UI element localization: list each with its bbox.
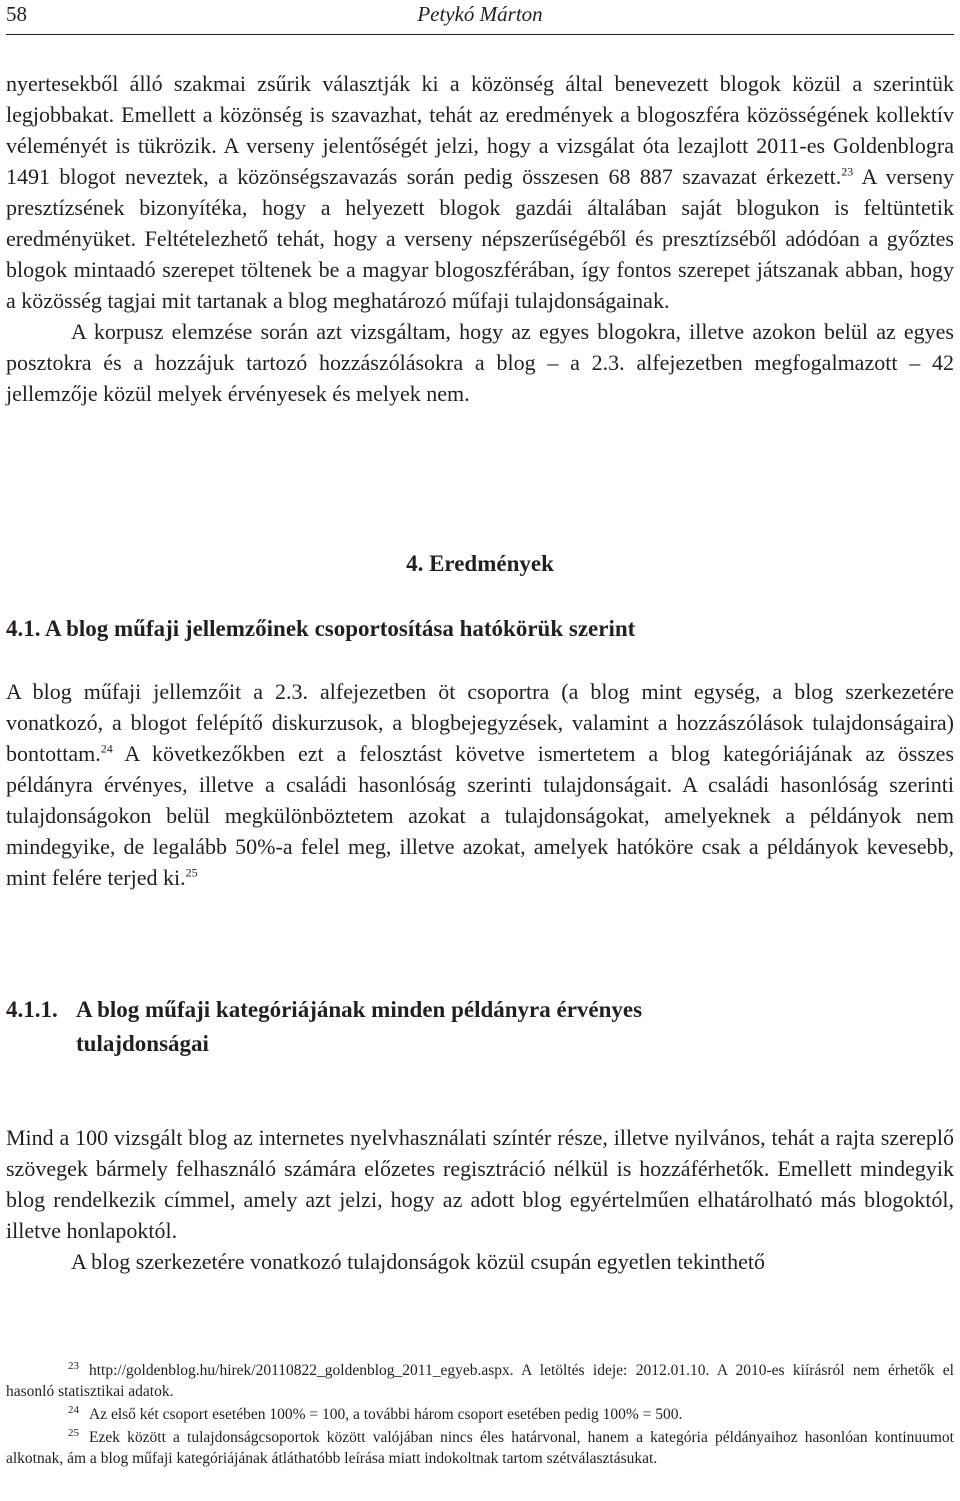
footnote-mark: 25 [68,1426,79,1439]
footnote-mark: 24 [68,1403,79,1416]
footnote-text: http://goldenblog.hu/hirek/20110822_goldenblog_2011_egyeb.aspx. A letöltés ideje: 2012.01.10. A 2010-es kiírásról nem érhetők el hasonló statisztikai adatok. [6,1362,954,1400]
subsection-heading-4-1: 4.1. A blog műfaji jellemzőinek csoportosítása hatókörük szerint [6,616,636,641]
footnote-ref-25[interactable]: 25 [185,865,198,880]
footnote-23 [6,1360,954,1402]
heading-number: 4.1.1. [6,997,58,1022]
body-text-middle [6,676,954,893]
footnote-ref-23[interactable]: 23 [841,164,854,179]
paragraph-structure: A blog szerkezetére vonatkozó tulajdonságok közül csupán egyetlen tekinthető [71,1249,765,1274]
footnote-text: Az első két csoport esetében 100% = 100, a további három csoport esetében pedig 100% = 500. [89,1406,683,1423]
header-rule [6,34,954,35]
footnote-ref-24[interactable]: 24 [100,741,113,756]
paragraph-text: nyertesekből álló szakmai zsűrik választják ki a közönség által benevezett blogok közül a szerintük legjobbakat. Emellett a közönség is szavazhat, tehát az eredmények a blogoszféra közösségének kollektív véleményét is tükrözik. A verseny jelentőségét jelzi, hogy a vizsgálat óta lezajlott 2011-es Goldenblogra 1491 blogot neveztek, a közönségszavazás során pedig összesen 68 887 szavazat érkezett. [6,71,954,189]
paragraph-text: A blog műfaji jellemzőit a 2.3. alfejezetben öt csoportra (a blog mint egység, a blog szerkezetére vonatkozó, a blogot felépítő diskurzusok, a blogbejegyzések, valamint a hozzászólások tulajdonságaira) bontottam. [6,679,954,766]
heading-line-1: A blog műfaji kategóriájának minden példányra érvényes [76,997,643,1022]
footnote-25 [6,1427,954,1469]
paragraph-text: A verseny presztízsének bizonyítéka, hogy a helyezett blogok gazdái általában saját blogukon is feltüntetik eredményüket. Feltételezhető tehát, hogy a verseny népszerűségéből és presztízséből adódóan a győztes blogok mintaadó szerepet töltenek be a magyar blogoszférában, így fontos szerepet játszanak abban, hogy a közösség tagjai mit tartanak a blog meghatározó műfaji tulajdonságainak. [6,164,954,313]
paragraph-corpus: A korpusz elemzése során azt vizsgáltam, hogy az egyes blogokra, illetve azokon belül az egyes posztokra és a hozzájuk tartozó hozzászólásokra a blog – a 2.3. alfejezetben megfogalmazott – 42 jellemzője közül melyek érvényesek és melyek nem. [6,319,954,406]
heading-line-2: tulajdonságai [76,1031,209,1056]
footnotes [6,1360,954,1471]
body-text-bottom [6,1122,954,1277]
page-number: 58 [6,2,27,26]
running-header [6,0,954,32]
paragraph-text: A következőkben ezt a felosztást követve ismertetem a blog kategóriájának az összes példányra érvényes, illetve a családi hasonlóság szerinti tulajdonságait. A családi hasonlóság szerinti tulajdonságokon belül megkülönböztetem azokat a tulajdonságokat, amelyeknek a példányok nem mindegyike, de legalább 50%-a felel meg, illetve azokat, amelyek hatóköre csak a példányok kevesebb, mint felére terjed ki. [6,741,954,890]
subsubsection-heading-4-1-1 [6,993,954,1061]
footnote-text: Ezek között a tulajdonságcsoportok között valójában nincs éles határvonal, hanem a kategória példányaihoz hasonlóan kontinuumot alkotnak, ám a blog műfaji kategóriájának átláthatóbb leírása miatt indokoltnak tartom szétválasztásukat. [6,1429,954,1467]
paragraph-goldenblog [6,68,954,316]
body-text-top [6,68,954,409]
paragraph-groups [6,676,954,893]
running-header-author: Petykó Márton [417,2,543,26]
section-heading-results: 4. Eredmények [406,551,554,576]
footnote-24 [6,1404,954,1425]
footnote-mark: 23 [68,1359,79,1372]
paragraph-public: Mind a 100 vizsgált blog az internetes nyelvhasználati színtér része, illetve nyilvános, tehát a rajta szereplő szövegek bármely felhasználó számára előzetes regisztráció nélkül is hozzáférhetők. Emellett mindegyik blog rendelkezik címmel, amely azt jelzi, hogy az adott blog egyértelműen elhatárolható más blogoktól, illetve honlapoktól. [6,1125,954,1243]
